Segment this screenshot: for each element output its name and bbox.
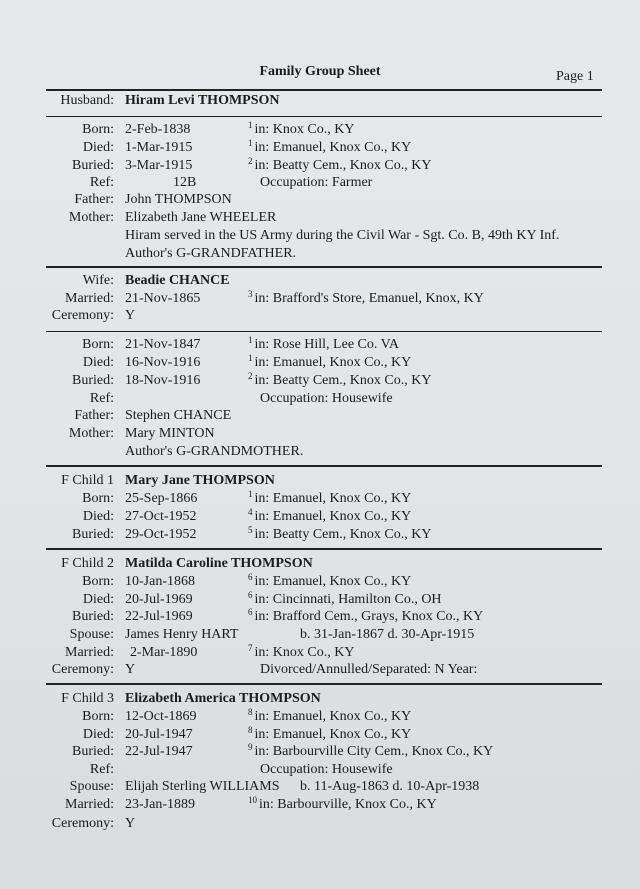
- child-name: Matilda Caroline THOMPSON: [125, 556, 313, 571]
- place-text: in: Emanuel, Knox Co., KY: [254, 709, 412, 724]
- note-text: Hiram served in the US Army during the Civil War - Sgt. Co. B, 49th KY Inf.: [125, 228, 560, 243]
- buried-label: Buried:: [72, 744, 114, 759]
- died-date: 27-Oct-1952: [125, 509, 197, 524]
- buried-label: Buried:: [72, 609, 114, 624]
- married-date: 2-Mar-1890: [130, 645, 198, 660]
- child2-died-row: [0, 591, 640, 609]
- died-place: [248, 591, 442, 609]
- child-label: F Child 3: [61, 691, 114, 706]
- buried-date: 22-Jul-1969: [125, 609, 193, 624]
- married-date: 21-Nov-1865: [125, 291, 201, 306]
- source-ref: 8: [248, 725, 253, 735]
- source-ref: 1: [248, 353, 253, 363]
- spouse-dates: b. 11-Aug-1863 d. 10-Apr-1938: [300, 779, 480, 794]
- died-date: 1-Mar-1915: [125, 140, 193, 155]
- died-place: [248, 508, 411, 526]
- child1-born-row: [0, 490, 640, 508]
- born-label: Born:: [82, 491, 114, 506]
- source-ref: 10: [248, 795, 257, 805]
- buried-date: 29-Oct-1952: [125, 527, 197, 542]
- ref-label: Ref:: [89, 762, 114, 777]
- buried-date: 22-Jul-1947: [125, 744, 193, 759]
- buried-place: [248, 743, 493, 761]
- wife-born-row: [0, 336, 640, 354]
- husband-note-1: [0, 227, 640, 245]
- page-number: Page 1: [556, 69, 594, 84]
- died-place: [248, 726, 411, 744]
- father-name: John THOMPSON: [125, 192, 232, 207]
- died-date: 16-Nov-1916: [125, 355, 201, 370]
- mother-label: Mother:: [68, 426, 114, 441]
- child2-buried-row: [0, 608, 640, 626]
- wife-buried-row: [0, 372, 640, 390]
- born-label: Born:: [82, 337, 114, 352]
- child2-born-row: [0, 573, 640, 591]
- born-date: 25-Sep-1866: [125, 491, 198, 506]
- child-name: Elizabeth America THOMPSON: [125, 691, 321, 706]
- born-place: [248, 490, 411, 508]
- ceremony-value: Y: [125, 816, 136, 831]
- child3-died-row: [0, 726, 640, 744]
- child3-ref-row: [0, 761, 640, 779]
- child1-row: [0, 472, 640, 490]
- died-place: [248, 354, 411, 372]
- husband-died-row: [0, 139, 640, 157]
- wife-died-row: [0, 354, 640, 372]
- divider: [46, 331, 602, 332]
- place-text: in: Emanuel, Knox Co., KY: [254, 574, 412, 589]
- spouse-name: Elijah Sterling WILLIAMS: [125, 779, 280, 794]
- place-text: in: Beatty Cem., Knox Co., KY: [254, 158, 432, 173]
- source-ref: 3: [248, 289, 253, 299]
- place-text: in: Emanuel, Knox Co., KY: [254, 140, 412, 155]
- place-text: in: Beatty Cem., Knox Co., KY: [254, 373, 432, 388]
- place-text: in: Rose Hill, Lee Co. VA: [254, 337, 400, 352]
- child3-buried-row: [0, 743, 640, 761]
- ceremony-label: Ceremony:: [51, 662, 114, 677]
- wife-ceremony-row: [0, 307, 640, 325]
- buried-date: 18-Nov-1916: [125, 373, 201, 388]
- divider: [46, 266, 602, 268]
- divider: [46, 89, 602, 91]
- place-text: in: Cincinnati, Hamilton Co., OH: [254, 592, 442, 607]
- born-date: 2-Feb-1838: [125, 122, 191, 137]
- place-text: in: Knox Co., KY: [254, 122, 355, 137]
- place-text: in: Barbourville City Cem., Knox Co., KY: [254, 744, 494, 759]
- child-name: Mary Jane THOMPSON: [125, 473, 275, 488]
- note-text: Author's G-GRANDFATHER.: [125, 246, 297, 261]
- wife-row: [0, 272, 640, 290]
- place-text: in: Beatty Cem., Knox Co., KY: [254, 527, 432, 542]
- husband-label: Husband:: [60, 93, 114, 108]
- born-place: [248, 121, 354, 139]
- child2-row: [0, 555, 640, 573]
- buried-place: [248, 372, 431, 390]
- child2-spouse-row: [0, 626, 640, 644]
- occupation: Occupation: Housewife: [260, 762, 393, 777]
- died-label: Died:: [82, 355, 114, 370]
- source-ref: 1: [248, 335, 253, 345]
- child3-spouse-row: [0, 778, 640, 796]
- born-date: 10-Jan-1868: [125, 574, 195, 589]
- source-ref: 2: [248, 371, 253, 381]
- divider: [46, 548, 602, 550]
- source-ref: 5: [248, 525, 253, 535]
- child-label: F Child 1: [61, 473, 114, 488]
- mother-name: Elizabeth Jane WHEELER: [125, 210, 277, 225]
- child2-married-row: [0, 644, 640, 662]
- wife-note-1: [0, 443, 640, 461]
- spouse-name: James Henry HART: [125, 627, 239, 642]
- buried-place: [248, 157, 431, 175]
- source-ref: 1: [248, 120, 253, 130]
- child1-died-row: [0, 508, 640, 526]
- place-text: in: Knox Co., KY: [254, 645, 355, 660]
- source-ref: 9: [248, 742, 253, 752]
- child3-row: [0, 690, 640, 708]
- married-place: [248, 644, 354, 662]
- child3-ceremony-row: [0, 815, 640, 833]
- married-date: 23-Jan-1889: [125, 797, 195, 812]
- died-place: [248, 139, 411, 157]
- husband-mother-row: [0, 209, 640, 227]
- source-ref: 6: [248, 607, 253, 617]
- ceremony-label: Ceremony:: [51, 308, 114, 323]
- spouse-label: Spouse:: [69, 779, 114, 794]
- child2-ceremony-row: [0, 661, 640, 679]
- husband-ref-row: [0, 174, 640, 192]
- buried-place: [248, 608, 483, 626]
- divider: [46, 116, 602, 117]
- occupation: Occupation: Farmer: [260, 175, 373, 190]
- wife-name: Beadie CHANCE: [125, 273, 230, 288]
- spouse-dates: b. 31-Jan-1867 d. 30-Apr-1915: [300, 627, 475, 642]
- born-date: 12-Oct-1869: [125, 709, 197, 724]
- divider: [46, 465, 602, 467]
- married-place: [248, 796, 437, 814]
- source-ref: 1: [248, 489, 253, 499]
- born-place: [248, 708, 411, 726]
- ceremony-value: Y: [125, 308, 136, 323]
- divider: [46, 683, 602, 685]
- mother-name: Mary MINTON: [125, 426, 215, 441]
- spouse-label: Spouse:: [69, 627, 114, 642]
- married-label: Married:: [65, 645, 114, 660]
- died-label: Died:: [82, 140, 114, 155]
- place-text: in: Barbourville, Knox Co., KY: [259, 797, 437, 812]
- died-label: Died:: [82, 592, 114, 607]
- child-label: F Child 2: [61, 556, 114, 571]
- place-text: in: Emanuel, Knox Co., KY: [254, 355, 412, 370]
- born-place: [248, 573, 411, 591]
- died-date: 20-Jul-1969: [125, 592, 193, 607]
- married-place: [248, 290, 484, 308]
- wife-mother-row: [0, 425, 640, 443]
- place-text: in: Emanuel, Knox Co., KY: [254, 509, 412, 524]
- place-text: in: Emanuel, Knox Co., KY: [254, 491, 412, 506]
- buried-label: Buried:: [72, 158, 114, 173]
- husband-row: [0, 92, 640, 110]
- ceremony-label: Ceremony:: [51, 816, 114, 831]
- buried-place: [248, 526, 431, 544]
- wife-ref-row: [0, 390, 640, 408]
- source-ref: 7: [248, 643, 253, 653]
- ref-label: Ref:: [89, 175, 114, 190]
- born-label: Born:: [82, 122, 114, 137]
- wife-married-row: [0, 290, 640, 308]
- husband-born-row: [0, 121, 640, 139]
- place-text: in: Brafford's Store, Emanuel, Knox, KY: [254, 291, 484, 306]
- child1-buried-row: [0, 526, 640, 544]
- sheet-title: Family Group Sheet: [259, 64, 381, 79]
- born-place: [248, 336, 399, 354]
- ceremony-value: Y: [125, 662, 136, 677]
- born-date: 21-Nov-1847: [125, 337, 201, 352]
- source-ref: 8: [248, 707, 253, 717]
- buried-label: Buried:: [72, 527, 114, 542]
- source-ref: 2: [248, 156, 253, 166]
- occupation: Occupation: Housewife: [260, 391, 393, 406]
- wife-label: Wife:: [82, 273, 114, 288]
- mother-label: Mother:: [68, 210, 114, 225]
- father-label: Father:: [74, 192, 114, 207]
- place-text: in: Brafford Cem., Grays, Knox Co., KY: [254, 609, 484, 624]
- father-label: Father:: [74, 408, 114, 423]
- source-ref: 6: [248, 572, 253, 582]
- buried-label: Buried:: [72, 373, 114, 388]
- source-ref: 4: [248, 507, 253, 517]
- husband-buried-row: [0, 157, 640, 175]
- married-label: Married:: [65, 797, 114, 812]
- husband-father-row: [0, 191, 640, 209]
- divorced-status: Divorced/Annulled/Separated: N Year:: [260, 662, 478, 677]
- child3-born-row: [0, 708, 640, 726]
- buried-date: 3-Mar-1915: [125, 158, 193, 173]
- born-label: Born:: [82, 574, 114, 589]
- died-label: Died:: [82, 509, 114, 524]
- born-label: Born:: [82, 709, 114, 724]
- husband-note-2: [0, 245, 640, 263]
- father-name: Stephen CHANCE: [125, 408, 232, 423]
- place-text: in: Emanuel, Knox Co., KY: [254, 727, 412, 742]
- ref-label: Ref:: [89, 391, 114, 406]
- note-text: Author's G-GRANDMOTHER.: [125, 444, 304, 459]
- source-ref: 1: [248, 138, 253, 148]
- married-label: Married:: [65, 291, 114, 306]
- died-date: 20-Jul-1947: [125, 727, 193, 742]
- husband-name: Hiram Levi THOMPSON: [125, 93, 280, 108]
- source-ref: 6: [248, 590, 253, 600]
- died-label: Died:: [82, 727, 114, 742]
- wife-father-row: [0, 407, 640, 425]
- ref-value: 12B: [173, 175, 197, 190]
- child3-married-row: [0, 796, 640, 814]
